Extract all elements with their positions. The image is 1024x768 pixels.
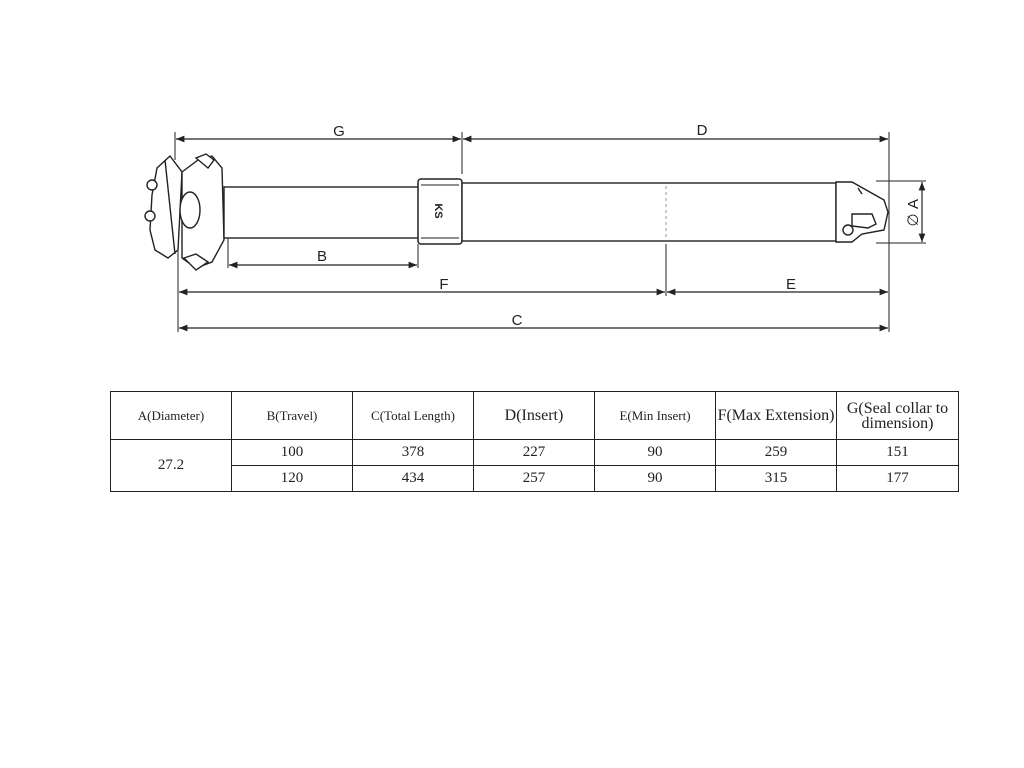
header-travel: B(Travel) [232,392,353,440]
table-header-row [111,392,959,440]
cell-diameter: 27.2 [111,440,232,492]
cell-insert: 227 [474,440,595,466]
header-total-length: C(Total Length) [353,392,474,440]
cell-min-insert: 90 [595,440,716,466]
cell-total-length: 378 [353,440,474,466]
cell-max-extension: 315 [716,466,837,492]
actuator-end [836,182,888,242]
label-c: C [511,312,523,329]
header-insert: D(Insert) [474,392,595,440]
label-a: A [905,198,922,210]
lower-tube [462,183,836,241]
cell-max-extension: 259 [716,440,837,466]
label-b: B [316,248,328,265]
header-max-extension: F(Max Extension) [716,392,837,440]
label-e: E [785,276,797,293]
cell-seal-collar: 151 [837,440,959,466]
header-min-insert: E(Min Insert) [595,392,716,440]
diameter-symbol: ∅ [905,213,922,227]
table-row [111,440,959,466]
label-d: D [696,122,708,139]
spec-table [110,391,959,492]
cell-seal-collar: 177 [837,466,959,492]
label-g: G [333,123,345,140]
ks-logo: KS [432,203,444,219]
cell-total-length: 434 [353,466,474,492]
header-diameter: A(Diameter) [111,392,232,440]
cell-travel: 120 [232,466,353,492]
label-f: F [439,276,449,293]
saddle-clamp-head [145,154,224,270]
cell-travel: 100 [232,440,353,466]
header-seal-collar: G(Seal collar to dimension) [837,392,959,440]
table-row [111,466,959,492]
cell-min-insert: 90 [595,466,716,492]
seal-collar [418,179,462,244]
stanchion-tube [224,187,420,238]
cell-insert: 257 [474,466,595,492]
